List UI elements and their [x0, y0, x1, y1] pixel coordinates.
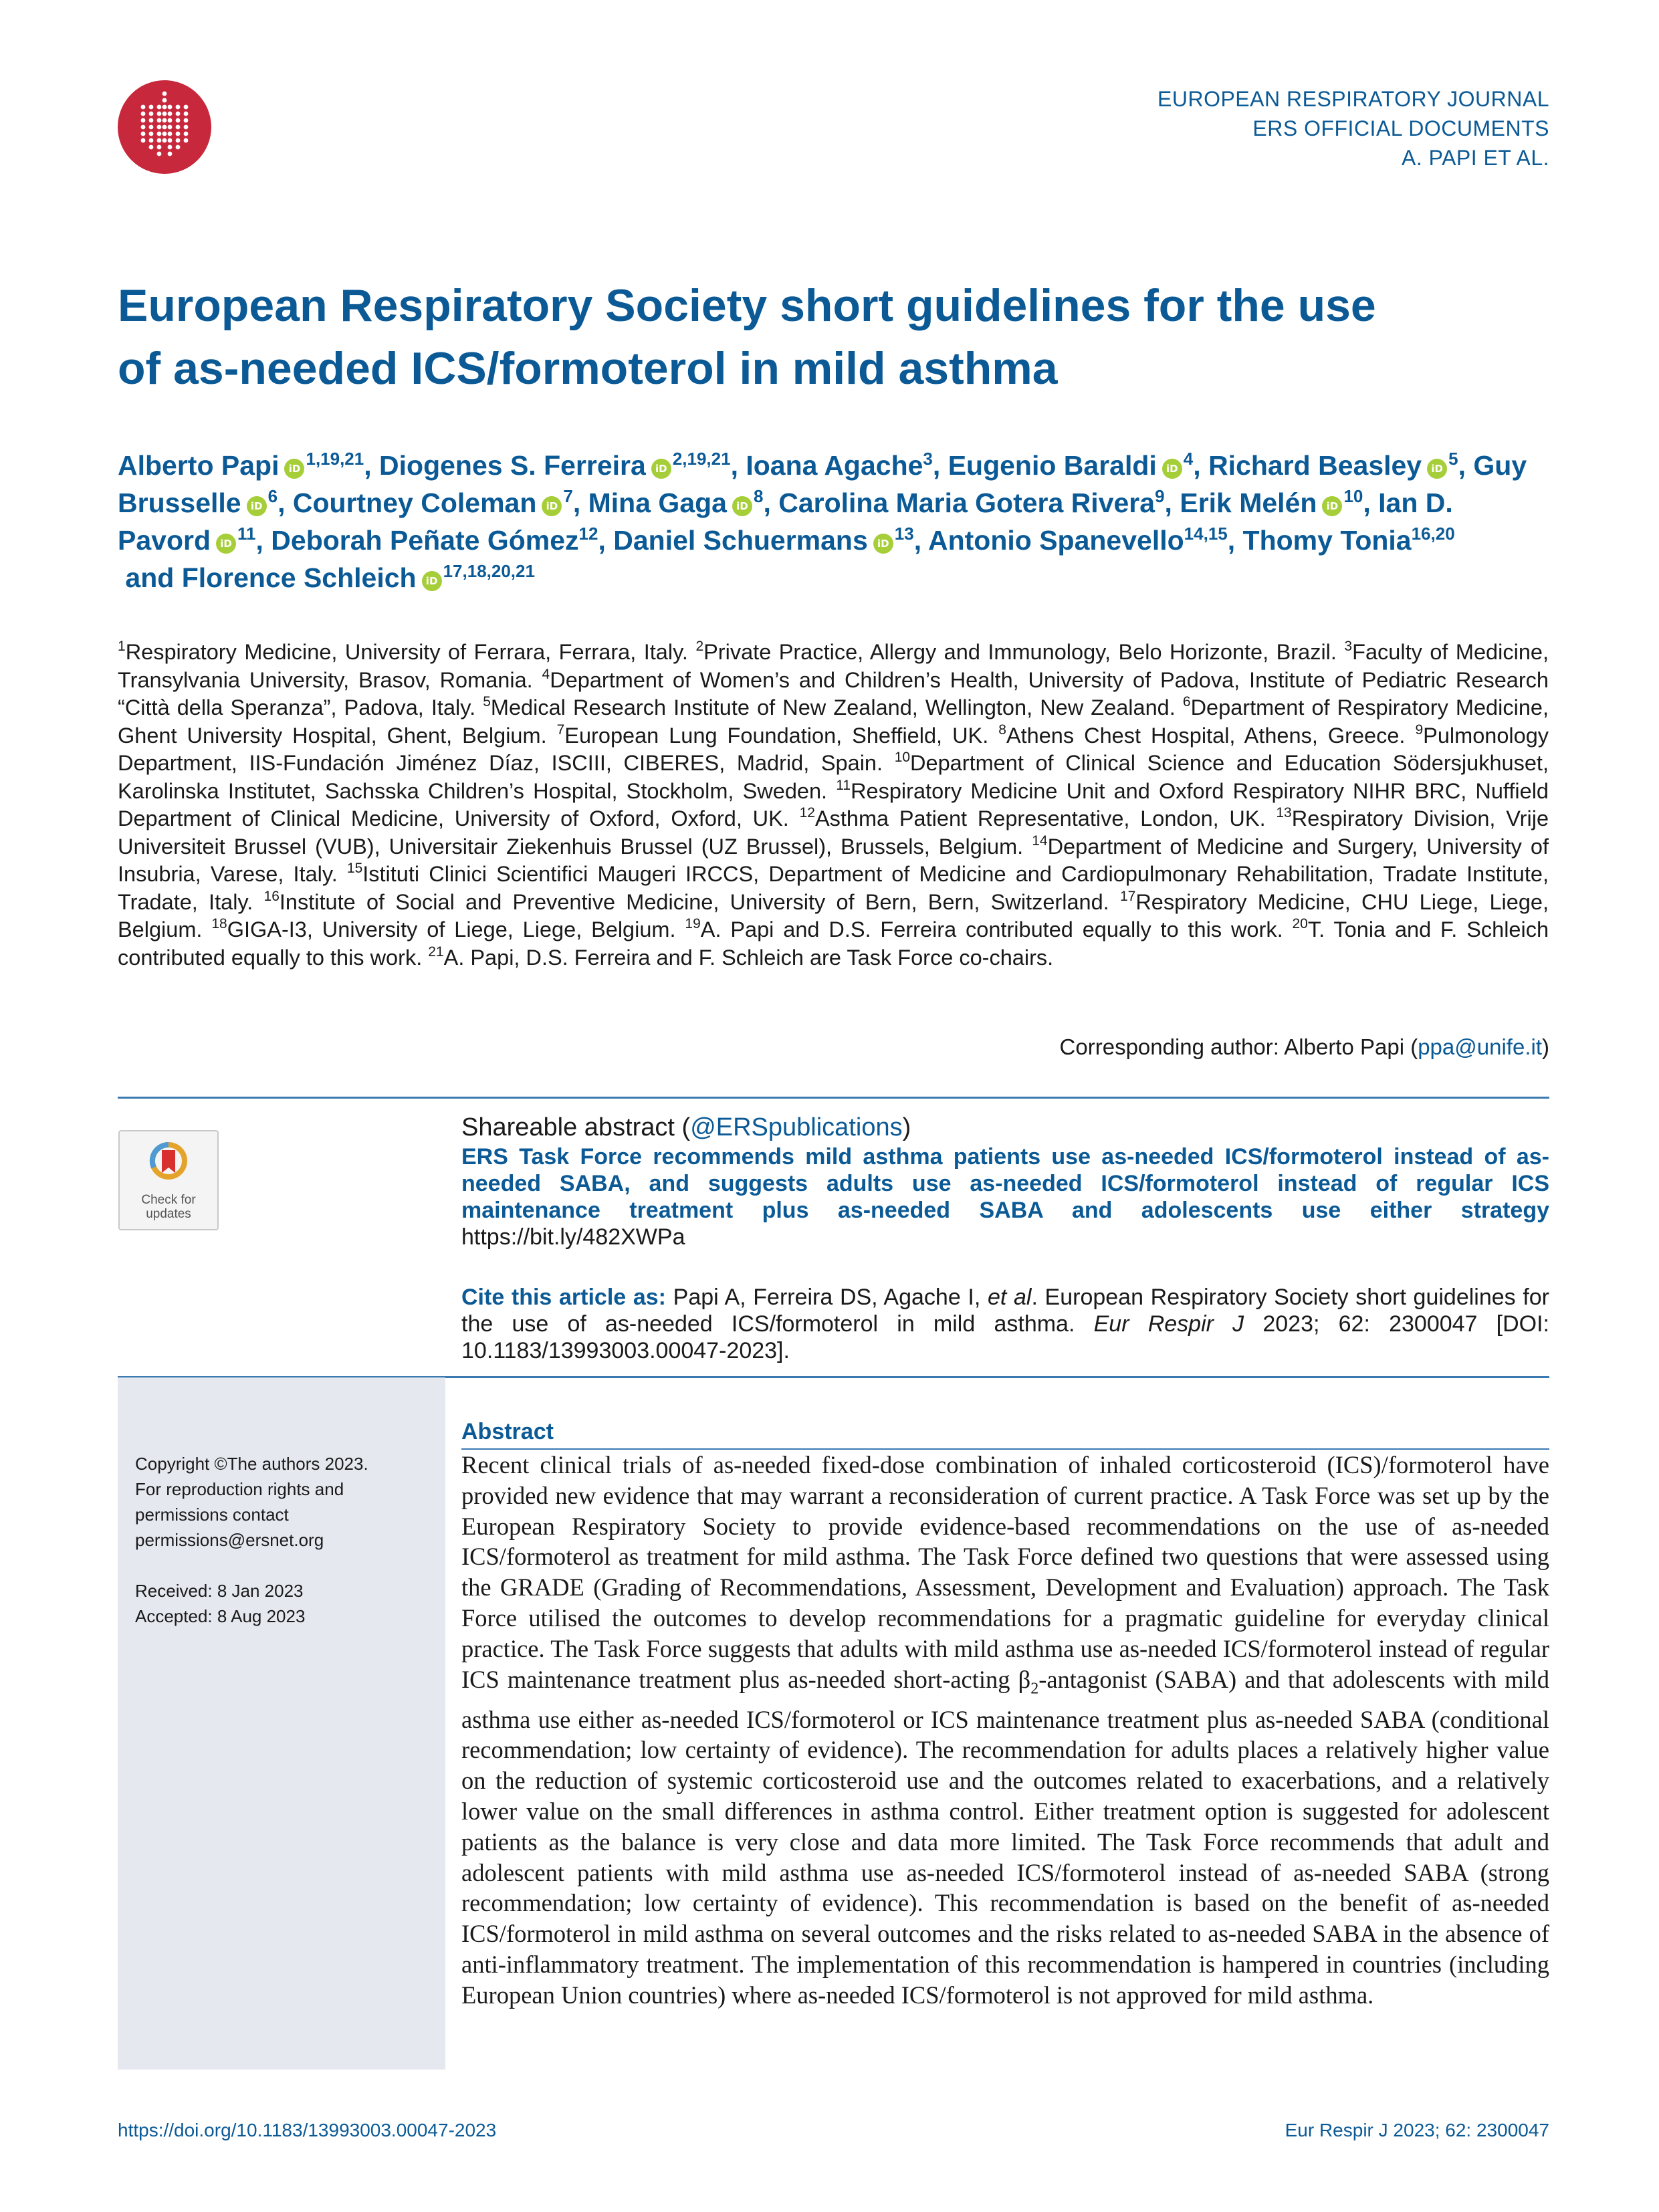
bookmark-ring-icon — [148, 1141, 189, 1189]
abstract-heading: Abstract — [461, 1419, 554, 1444]
footer-doi-link[interactable]: https://doi.org/10.1183/13993003.00047-2023 — [118, 2120, 497, 2140]
author-separator: , — [1164, 487, 1180, 518]
author-affiliation-number: 10 — [1343, 486, 1363, 506]
running-authors: A. PAPI ET AL. — [1401, 146, 1549, 170]
author-affiliation-number: 12 — [578, 524, 598, 544]
author-affiliation-number: 17,18,20,21 — [443, 561, 535, 581]
author-name: Ioana Agache — [746, 450, 923, 481]
author-name: Antonio Spanevello — [927, 525, 1184, 556]
author-name: Thomy Tonia — [1242, 525, 1412, 556]
orcid-icon[interactable]: iD — [284, 459, 304, 479]
orcid-icon[interactable]: iD — [651, 459, 671, 479]
cite-journal: Eur Respir J — [1093, 1311, 1244, 1337]
affiliation-text: Respiratory Medicine, University of Ferrara, Ferrara, Italy. — [125, 640, 688, 664]
author-affiliation-number: 5 — [1448, 449, 1458, 469]
affiliation-number: 9 — [1415, 722, 1424, 738]
orcid-icon[interactable]: iD — [247, 496, 267, 516]
affiliation-text: Athens Chest Hospital, Athens, Greece. — [1006, 723, 1406, 748]
corresponding-label: Corresponding author: Alberto Papi ( — [1059, 1034, 1418, 1059]
affiliation-number: 3 — [1344, 639, 1353, 654]
author-separator: , — [932, 450, 948, 481]
section-name: ERS OFFICIAL DOCUMENTS — [1252, 116, 1549, 140]
orcid-icon[interactable]: iD — [1162, 459, 1182, 479]
affiliation-text: Asthma Patient Representative, London, UK. — [814, 806, 1266, 831]
author-name: Florence Schleich — [181, 562, 417, 593]
affiliation-number: 11 — [836, 777, 851, 793]
cite-authors: Papi A, Ferreira DS, Agache I, — [673, 1285, 981, 1310]
affiliation-text: Department of Respiratory Medicine, Ghent University Hospital, Ghent, Belgium. — [118, 695, 1549, 748]
article-title — [118, 274, 1422, 400]
affiliation-text: A. Papi and D.S. Ferreira contributed equally to this work. — [700, 917, 1283, 942]
author-separator: and — [118, 562, 182, 593]
shareable-lead: Shareable abstract ( — [461, 1113, 691, 1141]
affiliation-number: 5 — [483, 694, 491, 709]
author-separator: , — [598, 525, 614, 556]
tweet-text: ERS Task Force recommends mild asthma patients use as-needed ICS/formoterol instead of as-needed SABA, and suggests adults use as-needed ICS/formoterol instead of regular ICS maintenance treatment plus as-needed SABA and adolescents use either strategy — [461, 1144, 1549, 1223]
affiliation-number: 14 — [1032, 833, 1048, 849]
author-name: Ian D. Pavord — [118, 487, 1453, 556]
affiliation-number: 1 — [118, 639, 126, 654]
check-line-2: updates — [146, 1207, 191, 1221]
footer-citation: Eur Respir J 2023; 62: 2300047 — [1285, 2120, 1549, 2140]
journal-header — [1157, 84, 1549, 173]
author-affiliation-number: 13 — [894, 524, 914, 544]
author-list — [118, 447, 1549, 596]
corresponding-close: ) — [1542, 1034, 1549, 1059]
author-affiliation-number: 3 — [923, 449, 933, 469]
author-separator: , — [1363, 487, 1379, 518]
author-separator: , — [730, 450, 746, 481]
affiliation-text: Department of Clinical Science and Education Södersjukhuset, Karolinska Institutet, Sachsska Children’s Hospital, Stockholm, Sweden. — [118, 751, 1549, 803]
check-line-1: Check for — [141, 1193, 196, 1207]
accepted-date: Accepted: 8 Aug 2023 — [135, 1606, 306, 1626]
author-name: Mina Gaga — [588, 487, 727, 518]
rights-line: For reproduction rights and — [135, 1479, 344, 1499]
author-name: Courtney Coleman — [292, 487, 537, 518]
shareable-heading — [461, 1111, 1549, 1143]
author-affiliation-number: 14,15 — [1184, 524, 1228, 544]
affiliation-number: 12 — [799, 805, 815, 820]
orcid-icon[interactable]: iD — [1427, 459, 1447, 479]
author-separator: , — [278, 487, 293, 518]
cite-label: Cite this article as: — [461, 1285, 666, 1310]
lungs-dots-icon — [118, 80, 211, 174]
affiliation-text: Department of Women’s and Children’s Health, University of Padova, Institute of Pediatric Research “Città della Speranza”, Padova, Italy. — [118, 667, 1549, 720]
article-info-sidebar — [118, 1377, 445, 2070]
shareable-body — [461, 1143, 1549, 1250]
affiliation-number: 18 — [211, 916, 227, 931]
author-separator: , — [763, 487, 779, 518]
cite-title: . European Respiratory Society short guidelines for the use of as-needed ICS/formoterol in mild asthma. — [461, 1285, 1550, 1337]
received-date: Received: 8 Jan 2023 — [135, 1581, 304, 1601]
permissions-line: permissions contact — [135, 1505, 289, 1525]
affiliations — [118, 639, 1549, 972]
abstract-body — [461, 1450, 1549, 2011]
twitter-handle-link[interactable]: @ERSpublications — [690, 1113, 903, 1141]
affiliation-number: 19 — [685, 916, 701, 931]
affiliation-text: Respiratory Division, Vrije Universiteit Brussel (VUB), Universitair Ziekenhuis Brussel (UZ Brussel), Brussels, Belgium. — [118, 806, 1549, 859]
affiliation-text: T. Tonia and F. Schleich contributed equally to this work. — [118, 917, 1549, 970]
affiliation-text: A. Papi, D.S. Ferreira and F. Schleich are Task Force co-chairs. — [443, 945, 1054, 970]
short-link[interactable]: https://bit.ly/482XWPa — [461, 1224, 685, 1250]
author-affiliation-number: 2,19,21 — [672, 449, 731, 469]
author-name: Diogenes S. Ferreira — [379, 450, 646, 481]
author-name: Erik Melén — [1180, 487, 1317, 518]
abstract-part-1: Recent clinical trials of as-needed fixed-dose combination of inhaled corticosteroid (ICS)/formoterol have provided new evidence that may warrant a reconsideration of current practice. A Task Force was set up by the European Respiratory Society to provide evidence-based recommendations on the use of as-needed ICS/formoterol as treatment for mild asthma. The Task Force defined two questions that were assessed using the GRADE (Grading of Recommendations, Assessment, Development and Evaluation) approach. The Task Force utilised the outcomes to develop recommendations for a pragmatic guideline for everyday clinical practice. The Task Force suggests that adults with mild asthma use as-needed ICS/formoterol instead of regular ICS maintenance treatment plus as-needed short-acting β — [461, 1451, 1549, 1693]
shareable-lead-close: ) — [902, 1113, 911, 1141]
orcid-icon[interactable]: iD — [873, 534, 893, 554]
cite-etal: et al — [987, 1285, 1032, 1310]
author-affiliation-number: 6 — [267, 486, 278, 506]
affiliation-text: GIGA-I3, University of Liege, Liege, Belgium. — [227, 917, 676, 942]
affiliation-number: 4 — [542, 666, 550, 682]
author-separator: , — [1458, 450, 1474, 481]
author-name: Eugenio Baraldi — [948, 450, 1157, 481]
affiliation-number: 16 — [263, 888, 280, 904]
author-separator: , — [255, 525, 271, 556]
journal-name: EUROPEAN RESPIRATORY JOURNAL — [1157, 87, 1549, 111]
check-for-updates-badge[interactable] — [118, 1130, 219, 1230]
affiliation-number: 2 — [695, 639, 704, 654]
author-separator: , — [572, 487, 588, 518]
sidebar-text — [135, 1451, 436, 1629]
affiliation-text: Private Practice, Allergy and Immunology, Belo Horizonte, Brazil. — [703, 640, 1337, 664]
copyright-line: Copyright ©The authors 2023. — [135, 1454, 368, 1474]
title-line-2: of as-needed ICS/formoterol in mild asthma — [118, 343, 1058, 394]
orcid-icon[interactable]: iD — [732, 496, 752, 516]
cite-this-article — [461, 1284, 1549, 1364]
affiliation-text: Respiratory Medicine Unit and Oxford Respiratory NIHR BRC, Nuffield Department of Clinical Medicine, University of Oxford, Oxford, UK. — [118, 778, 1549, 831]
shareable-abstract — [461, 1111, 1549, 1250]
cite-rest: 2023; 62: 2300047 [DOI: 10.1183/13993003.00047-2023]. — [461, 1311, 1549, 1363]
corresponding-email-link[interactable]: ppa@unife.it — [1418, 1034, 1542, 1059]
author-separator: , — [1193, 450, 1209, 481]
corresponding-author — [1060, 1033, 1549, 1061]
affiliation-text: European Lung Foundation, Sheffield, UK. — [564, 723, 989, 748]
author-name: Deborah Peñate Gómez — [271, 525, 579, 556]
author-affiliation-number: 8 — [753, 486, 764, 506]
author-affiliation-number: 4 — [1183, 449, 1194, 469]
affiliation-text: Istituti Clinici Scientifici Maugeri IRCCS, Department of Medicine and Cardiopulmonary Rehabilitation, Tradate Institute, Tradate, Italy. — [118, 862, 1549, 914]
affiliation-number: 6 — [1182, 694, 1191, 709]
abstract-part-2: -antagonist (SABA) and that adolescents with mild asthma use either as-needed ICS/formoterol or ICS maintenance treatment plus as-needed SABA (conditional recommendation; low certainty of evidence). The recommendation for adults places a relatively higher value on the reduction of systemic corticosteroid use and the outcomes related to exacerbations, and a relatively lower value on the small differences in asthma control. Either treatment option is suggested for adolescent patients as the balance is very close and data more limited. The Task Force recommends that adult and adolescent patients with mild asthma use as-needed ICS/formoterol instead of as-needed SABA (strong recommendation; low certainty of evidence). This recommendation is based on the benefit of as-needed ICS/formoterol in mild asthma on several outcomes and the risks related to as-needed SABA in the absence of anti-inflammatory treatment. The implementation of this recommendation is hampered in countries (including European Union countries) where as-needed ICS/formoterol is not approved for mild asthma. — [461, 1665, 1549, 2009]
affiliation-text: Institute of Social and Preventive Medicine, University of Bern, Bern, Switzerland. — [279, 889, 1109, 914]
author-separator: , — [913, 525, 928, 556]
orcid-icon[interactable]: iD — [542, 496, 562, 516]
beta-subscript: 2 — [1030, 1679, 1039, 1697]
ers-logo — [118, 80, 211, 174]
affiliation-number: 15 — [346, 861, 363, 876]
author-name: Richard Beasley — [1208, 450, 1422, 481]
orcid-icon[interactable]: iD — [216, 534, 236, 554]
author-affiliation-number: 9 — [1155, 486, 1165, 506]
affiliation-number: 13 — [1276, 805, 1292, 820]
affiliation-text: Respiratory Medicine, CHU Liege, Liege, Belgium. — [118, 889, 1549, 942]
orcid-icon[interactable]: iD — [422, 571, 442, 591]
affiliation-number: 21 — [428, 944, 444, 960]
title-line-1: European Respiratory Society short guidelines for the use — [118, 280, 1376, 331]
affiliation-text: Medical Research Institute of New Zealand, Wellington, New Zealand. — [490, 695, 1176, 720]
author-separator: , — [1227, 525, 1243, 556]
author-affiliation-number: 11 — [237, 524, 256, 544]
author-name: Daniel Schuermans — [613, 525, 868, 556]
affiliation-number: 20 — [1292, 916, 1308, 931]
author-affiliation-number: 16,20 — [1411, 524, 1455, 544]
orcid-icon[interactable]: iD — [1322, 496, 1342, 516]
top-divider — [118, 1097, 1549, 1099]
affiliation-text: Department of Medicine and Surgery, University of Insubria, Varese, Italy. — [118, 834, 1549, 886]
author-affiliation-number: 1,19,21 — [306, 449, 364, 469]
affiliation-text: Pulmonology Department, IIS-Fundación Jiménez Díaz, ISCIII, CIBERES, Madrid, Spain. — [118, 723, 1549, 775]
author-affiliation-number: 7 — [563, 486, 573, 506]
author-name: Guy Brusselle — [118, 450, 1527, 518]
permissions-email[interactable]: permissions@ersnet.org — [135, 1530, 324, 1550]
affiliation-text: Faculty of Medicine, Transylvania University, Brasov, Romania. — [118, 640, 1549, 692]
affiliation-number: 17 — [1119, 888, 1136, 904]
author-name: Carolina Maria Gotera Rivera — [778, 487, 1155, 518]
author-name: Alberto Papi — [118, 450, 280, 481]
affiliation-number: 10 — [894, 750, 911, 765]
affiliation-number: 7 — [556, 722, 565, 738]
author-separator: , — [364, 450, 380, 481]
affiliation-number: 8 — [998, 722, 1006, 738]
